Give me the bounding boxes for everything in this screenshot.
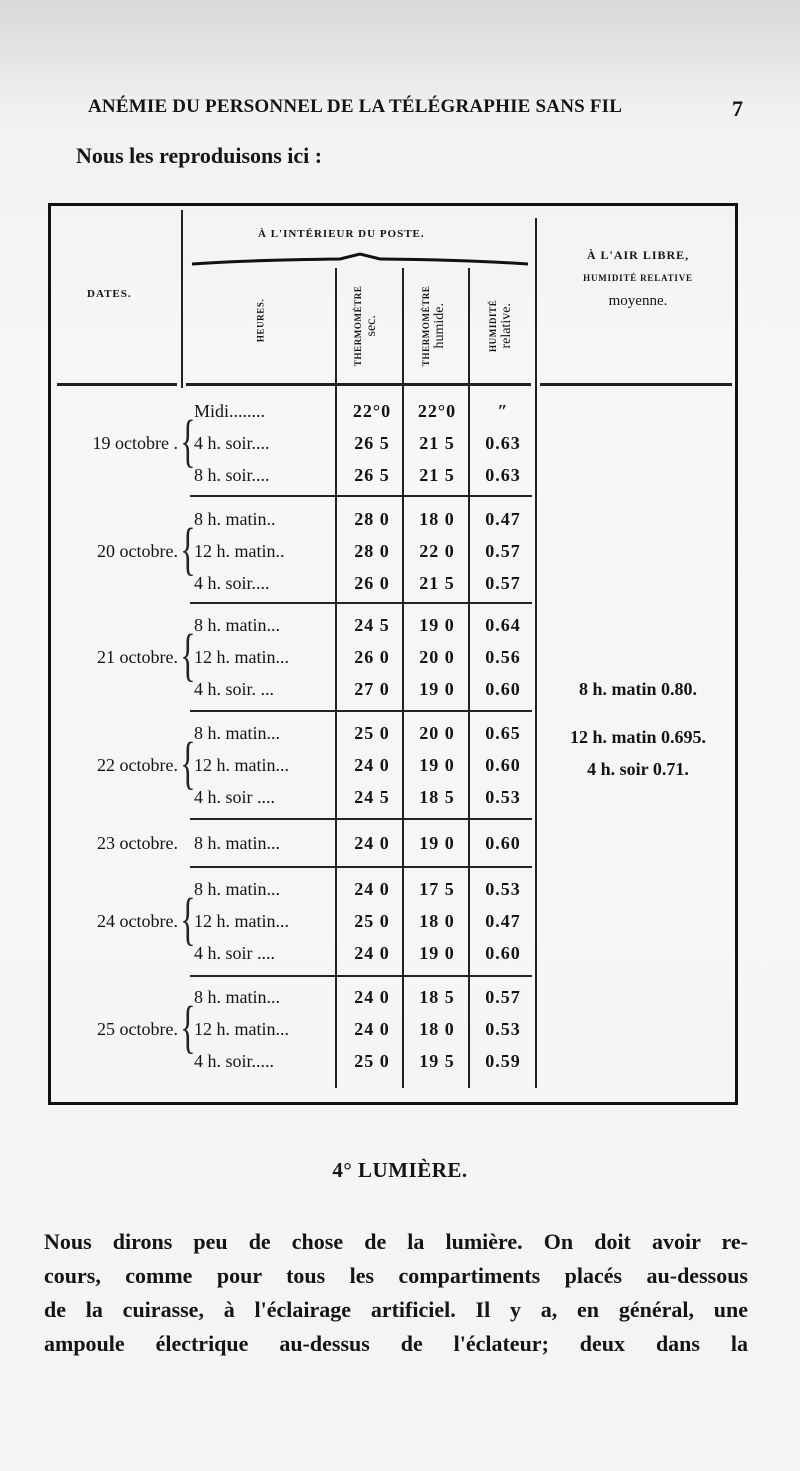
hour-cell: 12 h. matin... <box>194 1019 289 1039</box>
hour-cell: 4 h. soir.... <box>194 573 270 593</box>
humidity-cell: 0.63 <box>485 465 521 485</box>
thermo-humide-cell: 20 0 <box>419 723 455 743</box>
hour-cell: 4 h. soir.... <box>194 433 270 453</box>
humidity-cell: 0.59 <box>485 1051 521 1071</box>
thermo-humide-cell: 21 5 <box>419 465 455 485</box>
thermo-sec-cell: 26 5 <box>354 465 390 485</box>
hour-cell: 4 h. soir .... <box>194 787 275 807</box>
humidity-cell: 0.57 <box>485 541 521 561</box>
humidity-cell: 0.47 <box>485 509 521 529</box>
thermo-sec-cell: 24 0 <box>354 987 390 1007</box>
rule-heures-col <box>335 268 337 1088</box>
air-value: 4 h. soir 0.71. <box>587 759 689 779</box>
header-thermo-sec: THERMOMÈTRE sec. <box>353 285 379 367</box>
humidity-cell: 0.60 <box>485 679 521 699</box>
group-separator <box>190 602 532 604</box>
thermo-humide-cell: 18 0 <box>419 1019 455 1039</box>
date-cell: 19 octobre . <box>92 433 178 453</box>
thermo-humide-cell: 19 0 <box>419 755 455 775</box>
hour-cell: 8 h. matin.. <box>194 509 276 529</box>
hour-cell: 4 h. soir..... <box>194 1051 275 1071</box>
thermo-sec-cell: 24 0 <box>354 879 390 899</box>
thermo-sec-cell: 25 0 <box>354 1051 390 1071</box>
thermo-sec-cell: 26 0 <box>354 573 390 593</box>
date-cell: 24 octobre. <box>97 911 178 931</box>
hour-cell: 8 h. matin... <box>194 879 280 899</box>
paragraph-line: de la cuirasse, à l'éclairage artificiel. Il y a, en général, une <box>44 1297 748 1322</box>
thermo-humide-cell: 19 0 <box>419 679 455 699</box>
rule-dates-col <box>181 210 183 388</box>
paragraph-line: Nous dirons peu de chose de la lumière. On doit avoir re- <box>44 1229 748 1254</box>
humidity-cell: 0.57 <box>485 573 521 593</box>
hour-cell: 4 h. soir .... <box>194 943 275 963</box>
thermo-sec-cell: 24 0 <box>354 755 390 775</box>
thermo-humide-cell: 21 5 <box>419 573 455 593</box>
paragraph <box>44 1225 748 1361</box>
group-separator <box>190 975 532 977</box>
section-title: 4° LUMIÈRE. <box>332 1158 468 1182</box>
header-dates: DATES. <box>87 288 132 300</box>
thermo-humide-cell: 18 0 <box>419 509 455 529</box>
thermo-sec-cell: 26 5 <box>354 433 390 453</box>
hour-cell: 8 h. matin... <box>194 833 280 853</box>
thermo-humide-cell: 19 0 <box>419 615 455 635</box>
thermo-humide-cell: 18 5 <box>419 787 455 807</box>
intro-text: Nous les reproduisons ici : <box>76 143 323 168</box>
humidity-cell: 0.60 <box>485 833 521 853</box>
thermo-sec-cell: 22°0 <box>352 401 392 421</box>
humidity-cell: 0.47 <box>485 911 521 931</box>
group-separator <box>190 710 532 712</box>
thermo-sec-cell: 25 0 <box>354 723 390 743</box>
header-heures: HEURES. <box>255 298 266 343</box>
humidity-cell: 0.65 <box>485 723 521 743</box>
row-brace-icon: { <box>180 408 196 473</box>
air-value: 8 h. matin 0.80. <box>578 679 697 699</box>
header-thermo-humide: THERMOMÈTRE humide. <box>421 285 447 367</box>
row-brace-icon: { <box>180 886 196 951</box>
page-number: 7 <box>732 96 743 121</box>
rule-air-col <box>535 218 537 1088</box>
humidity-cell: 0.57 <box>485 987 521 1007</box>
thermo-sec-cell: 24 5 <box>354 787 390 807</box>
row-brace-icon: { <box>180 516 196 581</box>
paragraph-line: cours, comme pour tous les compartiments placés au-dessous <box>44 1263 748 1288</box>
rule-humide-col <box>468 268 470 1088</box>
thermo-sec-cell: 27 0 <box>354 679 390 699</box>
hour-cell: Midi........ <box>194 401 266 421</box>
thermo-humide-cell: 20 0 <box>419 647 455 667</box>
hour-cell: 8 h. matin... <box>194 723 280 743</box>
running-head-title: ANÉMIE DU PERSONNEL DE LA TÉLÉGRAPHIE SANS FIL <box>88 96 623 117</box>
header-brace-icon <box>190 252 530 268</box>
humidity-cell: 0.53 <box>485 879 521 899</box>
thermo-sec-cell: 24 0 <box>354 943 390 963</box>
hour-cell: 8 h. matin... <box>194 615 280 635</box>
thermo-sec-cell: 24 5 <box>354 615 390 635</box>
date-cell: 23 octobre. <box>97 833 178 853</box>
humidity-cell: 0.53 <box>485 1019 521 1039</box>
thermo-humide-cell: 19 0 <box>419 943 455 963</box>
date-cell: 25 octobre. <box>97 1019 178 1039</box>
group-separator <box>190 866 532 868</box>
row-brace-icon: { <box>180 730 196 795</box>
thermo-sec-cell: 28 0 <box>354 509 390 529</box>
thermo-humide-cell: 19 5 <box>419 1051 455 1071</box>
thermo-humide-cell: 19 0 <box>419 833 455 853</box>
humidity-cell: 0.60 <box>485 755 521 775</box>
date-cell: 20 octobre. <box>97 541 178 561</box>
thermo-humide-cell: 22°0 <box>417 401 457 421</box>
group-separator <box>190 495 532 497</box>
thermo-sec-cell: 25 0 <box>354 911 390 931</box>
humidity-cell: 0.63 <box>485 433 521 453</box>
rule-header-bottom-a <box>57 383 177 386</box>
row-brace-icon: { <box>180 994 196 1059</box>
thermo-humide-cell: 21 5 <box>419 433 455 453</box>
thermo-sec-cell: 26 0 <box>354 647 390 667</box>
thermo-sec-cell: 24 0 <box>354 1019 390 1039</box>
header-air-libre: À L'AIR LIBRE, HUMIDITÉ RELATIVE moyenne. <box>583 248 693 309</box>
hour-cell: 8 h. matin... <box>194 987 280 1007</box>
date-cell: 21 octobre. <box>97 647 178 667</box>
hour-cell: 8 h. soir.... <box>194 465 270 485</box>
humidity-cell: 0.56 <box>485 647 521 667</box>
thermo-humide-cell: 18 5 <box>419 987 455 1007</box>
thermo-humide-cell: 18 0 <box>419 911 455 931</box>
thermo-sec-cell: 28 0 <box>354 541 390 561</box>
date-cell: 22 octobre. <box>97 755 178 775</box>
header-humidite-relative: HUMIDITÉ relative. <box>488 299 514 352</box>
humidity-cell: ″ <box>497 401 509 421</box>
row-brace-icon: { <box>180 622 196 687</box>
hour-cell: 12 h. matin... <box>194 647 289 667</box>
humidity-cell: 0.53 <box>485 787 521 807</box>
hour-cell: 12 h. matin... <box>194 911 289 931</box>
thermo-sec-cell: 24 0 <box>354 833 390 853</box>
running-head <box>88 96 743 126</box>
thermo-humide-cell: 17 5 <box>419 879 455 899</box>
rule-header-bottom-b <box>186 383 531 386</box>
rule-sec-col <box>402 268 404 1088</box>
humidity-cell: 0.64 <box>485 615 521 635</box>
group-separator <box>190 818 532 820</box>
paragraph-line: ampoule électrique au-dessus de l'éclateur; deux dans la <box>44 1331 748 1356</box>
hour-cell: 12 h. matin.. <box>194 541 285 561</box>
rule-header-bottom-c <box>540 383 732 386</box>
air-value: 12 h. matin 0.695. <box>569 727 706 747</box>
thermo-humide-cell: 22 0 <box>419 541 455 561</box>
header-interior: À L'INTÉRIEUR DU POSTE. <box>258 228 425 240</box>
hour-cell: 12 h. matin... <box>194 755 289 775</box>
hour-cell: 4 h. soir. ... <box>194 679 275 699</box>
humidity-cell: 0.60 <box>485 943 521 963</box>
